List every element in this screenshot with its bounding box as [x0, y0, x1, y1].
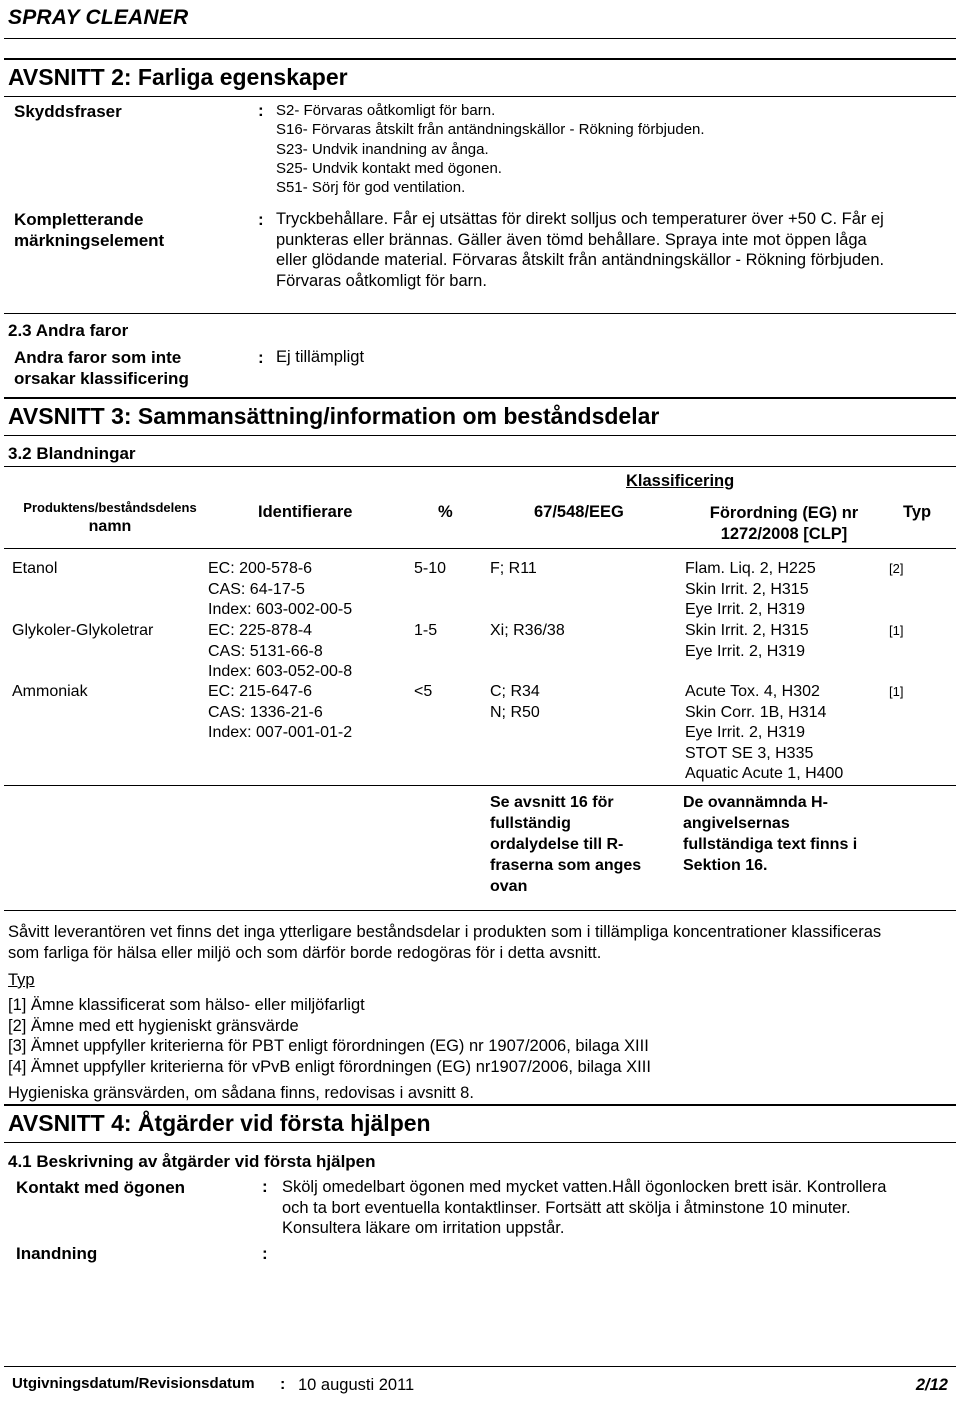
classification-header: Klassificering [626, 472, 735, 490]
mixtures-heading: 3.2 Blandningar [8, 444, 136, 463]
identifier: Index: 007-001-01-2 [208, 724, 353, 741]
footer-date-label: Utgivningsdatum/Revisionsdatum [12, 1375, 255, 1392]
supplementary-line: Förvaras oåtkomligt för barn. [276, 271, 487, 290]
eye-contact-text [282, 1177, 886, 1239]
clp-class: Acute Tox. 4, H302 [685, 683, 820, 700]
clp-class: Skin Irrit. 2, H315 [685, 580, 809, 598]
typ-note: [2] Ämne med ett hygieniskt gränsvärde [8, 1016, 299, 1035]
supplementary-label-line: Kompletterande [14, 210, 144, 229]
eye-contact-colon: : [262, 1177, 268, 1196]
row-clp [685, 559, 816, 621]
table-header-rule [4, 548, 956, 549]
identifier: Index: 603-002-00-5 [208, 601, 353, 618]
typ-note: [1] Ämne klassificerat som hälso- eller miljöfarligt [8, 996, 365, 1014]
other-hazards-label-line: orsakar klassificering [14, 369, 189, 388]
supplementary-label-line: märkningselement [14, 231, 165, 250]
table-top-rule [4, 466, 956, 467]
divider [4, 313, 956, 314]
footer-date: 10 augusti 2011 [298, 1376, 415, 1394]
identifier: CAS: 64-17-5 [208, 580, 305, 598]
typ-heading: Typ [8, 971, 35, 989]
clp-class: Flam. Liq. 2, H225 [685, 560, 816, 577]
clp-class: Eye Irrit. 2, H319 [685, 601, 806, 618]
identifier: EC: 225-878-4 [208, 622, 313, 639]
first-aid-subheading: 4.1 Beskrivning av åtgärder vid första hjälpen [8, 1152, 376, 1171]
col-id-header: Identifierare [258, 503, 353, 521]
eeg-footnote-line: fraserna som anges [490, 857, 642, 874]
supplementary-colon: : [258, 210, 264, 229]
hygiene-note: Hygieniska gränsvärden, om sådana finns, redovisas i avsnitt 8. [8, 1084, 474, 1102]
document-title: SPRAY CLEANER [8, 6, 189, 29]
clp-footnote [683, 792, 857, 876]
row-name: Glykoler-Glykoletrar [12, 622, 154, 639]
row-identifiers [208, 621, 352, 683]
section3-title: AVSNITT 3: Sammansättning/information om beståndsdelar [8, 403, 660, 429]
section2-title: AVSNITT 2: Farliga egenskaper [8, 64, 348, 90]
clp-class: Skin Corr. 1B, H314 [685, 703, 827, 721]
typ-note: [3] Ämnet uppfyller kriterierna för PBT enligt förordningen (EG) nr 1907/2006, bilaga XIII [8, 1037, 649, 1055]
footer-colon: : [280, 1376, 286, 1393]
eeg-footnote-line: ovan [490, 878, 528, 895]
col-pct-header: % [438, 503, 453, 521]
table-divider [4, 785, 956, 786]
eeg-footnote-line: ordalydelse till R- [490, 836, 624, 853]
eeg-footnote [490, 792, 641, 897]
col-eeg-header: 67/548/EEG [534, 503, 624, 521]
identifier: CAS: 5131-66-8 [208, 642, 323, 660]
eeg-class: F; R11 [490, 560, 537, 577]
identifier: EC: 215-647-6 [208, 683, 313, 700]
identifier: EC: 200-578-6 [208, 560, 313, 577]
other-hazards-label [14, 347, 189, 389]
row-typ: [1] [889, 623, 904, 638]
clp-class: Skin Irrit. 2, H315 [685, 622, 809, 639]
clp-footnote-line: Sektion 16. [683, 857, 768, 874]
divider [4, 910, 956, 911]
safety-phrase: S23- Undvik inandning av ånga. [276, 140, 489, 158]
clp-footnote-line: angivelsernas [683, 815, 790, 832]
safety-phrase: S2- Förvaras oåtkomligt för barn. [276, 102, 496, 119]
col-clp-header [690, 503, 878, 545]
col-typ-header: Typ [903, 503, 932, 521]
eye-contact-line: Skölj omedelbart ögonen med mycket vatten.Håll ögonlocken brett isär. Kontrollera [282, 1178, 887, 1196]
clp-class: Aquatic Acute 1, H400 [685, 765, 844, 782]
safety-phrase: S16- Förvaras åtskilt från antändningskällor - Rökning förbjuden. [276, 121, 705, 139]
clp-class: Eye Irrit. 2, H319 [685, 642, 806, 660]
composition-paragraph-line: som farliga för hälsa eller miljö och som därför borde redogöras för i detta avsnitt. [8, 943, 602, 962]
composition-paragraph-line: Såvitt leverantören vet finns det inga ytterligare beståndsdelar i produkten som i tillämpliga koncentrationer klassificeras [8, 923, 882, 941]
typ-note: [4] Ämnet uppfyller kriterierna för vPvB enligt förordningen (EG) nr1907/2006, bilaga XIII [8, 1057, 651, 1076]
supplementary-text [276, 209, 884, 291]
col-name-header-line: Produktens/beståndsdelens [23, 500, 197, 515]
safety-phrases-list [276, 101, 705, 197]
row-pct: 5-10 [414, 560, 447, 577]
col-name-header [14, 500, 206, 536]
safety-phrases-colon: : [258, 101, 264, 120]
eeg-class: N; R50 [490, 703, 540, 721]
eye-contact-label: Kontakt med ögonen [16, 1178, 186, 1197]
typ-notes [8, 995, 651, 1077]
other-hazards-colon: : [258, 348, 264, 367]
row-name: Ammoniak [12, 683, 88, 700]
col-clp-header-line: Förordning (EG) nr [709, 504, 859, 522]
clp-footnote-line: De ovannämnda H- [683, 794, 828, 811]
row-pct: 1-5 [414, 622, 438, 639]
identifier: Index: 603-052-00-8 [208, 663, 353, 680]
supplementary-label [14, 209, 164, 251]
row-pct: <5 [414, 683, 433, 700]
supplementary-line: punkteras eller brännas. Gäller även tömd behållare. Spraya inte mot öppen låga [276, 230, 867, 249]
eeg-class: Xi; R36/38 [490, 622, 565, 639]
row-typ: [2] [889, 561, 904, 576]
eye-contact-line: Konsultera läkare om irritation uppstår. [282, 1219, 565, 1237]
row-eeg [490, 559, 537, 580]
other-hazards-heading: 2.3 Andra faror [8, 321, 129, 340]
eeg-footnote-line: fullständig [490, 815, 571, 832]
supplementary-line: Tryckbehållare. Får ej utsättas för direkt solljus och temperaturer över +50 C. Får ej [276, 210, 884, 228]
eeg-class: C; R34 [490, 683, 540, 700]
row-typ: [1] [889, 684, 904, 699]
clp-footnote-line: fullständiga text finns i [683, 836, 858, 853]
section4-title: AVSNITT 4: Åtgärder vid första hjälpen [8, 1110, 431, 1136]
safety-phrase: S51- Sörj för god ventilation. [276, 179, 466, 197]
row-eeg [490, 682, 540, 723]
eye-contact-line: och ta bort eventuella kontaktlinser. Fortsätt att skölja i åtminstone 10 minuter. [282, 1198, 851, 1217]
clp-class: STOT SE 3, H335 [685, 744, 814, 762]
eeg-footnote-line: Se avsnitt 16 för [490, 794, 614, 811]
row-identifiers [208, 682, 352, 744]
other-hazards-value: Ej tillämpligt [276, 348, 365, 366]
clp-class: Eye Irrit. 2, H319 [685, 724, 806, 741]
identifier: CAS: 1336-21-6 [208, 703, 323, 721]
row-eeg [490, 621, 565, 642]
safety-phrases-label: Skyddsfraser [14, 102, 122, 121]
col-clp-header-line: 1272/2008 [CLP] [720, 525, 848, 543]
row-clp [685, 682, 843, 785]
col-name-header-line: namn [88, 518, 132, 535]
page-number: 2/12 [915, 1376, 948, 1394]
footer-rule [4, 1366, 956, 1367]
other-hazards-label-line: Andra faror som inte [14, 348, 182, 367]
header-rule [4, 38, 956, 39]
supplementary-line: eller glödande material. Förvaras åtskilt från antändningskällor - Rökning förbjuden. [276, 251, 885, 269]
row-identifiers [208, 559, 352, 621]
inhalation-colon: : [262, 1244, 268, 1263]
row-name: Etanol [12, 560, 58, 577]
inhalation-label: Inandning [16, 1244, 98, 1263]
safety-phrase: S25- Undvik kontakt med ögonen. [276, 159, 502, 177]
composition-paragraph [8, 922, 881, 963]
row-clp [685, 621, 809, 662]
